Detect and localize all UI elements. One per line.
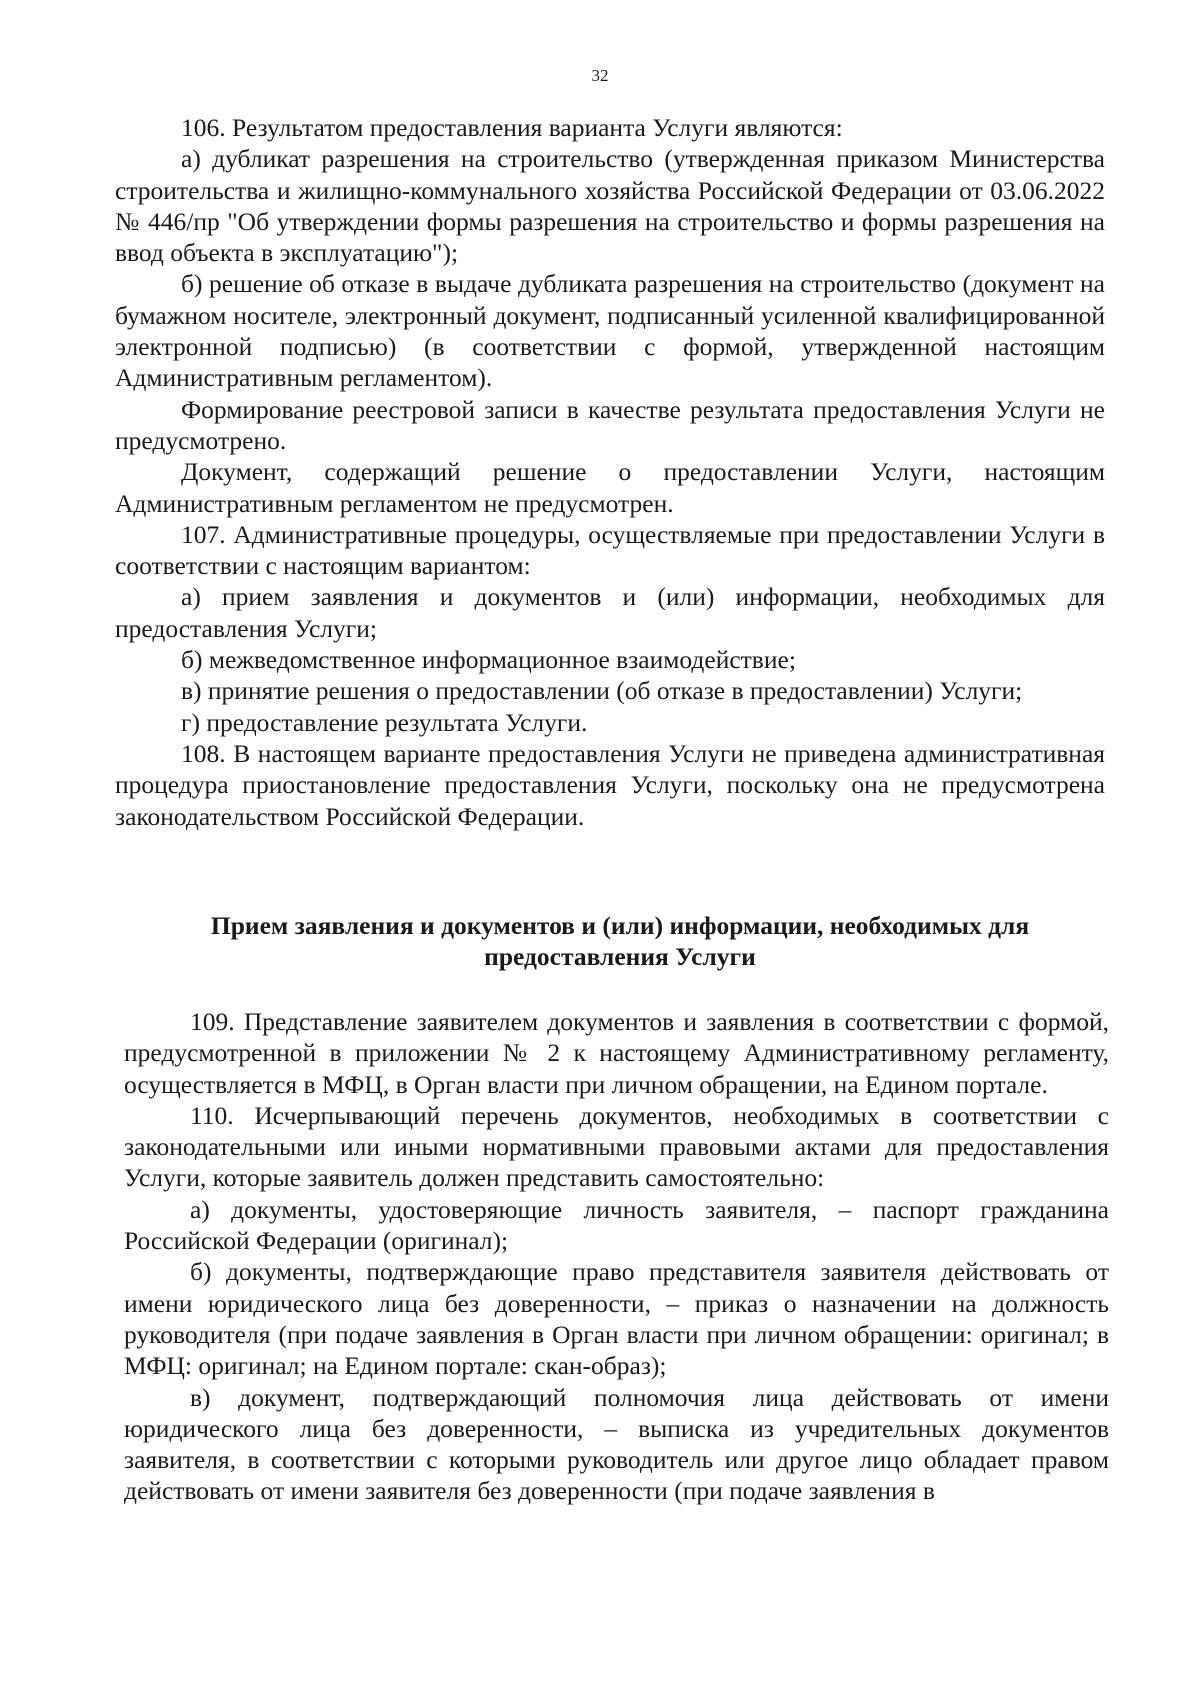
section-heading-line-1: Прием заявления и документов и (или) информации, необходимых для [210,911,1030,940]
paragraph-108: 108. В настоящем варианте предоставления Услуги не приведена административная процедура приостановление предоставления Услуги, поскольку она не предусмотрена законодательством Российской Федерации. [115,738,1105,831]
paragraph-107-b: б) межведомственное информационное взаимодействие; [181,645,796,675]
paragraph-107-d: г) предоставление результата Услуги. [181,707,588,737]
paragraph-107: 107. Административные процедуры, осуществляемые при предоставлении Услуги в соответствии с настоящим вариантом: [115,519,1105,581]
text-block-top [115,112,1105,832]
paragraph-109: 109. Представление заявителем документов и заявления в соответствии с формой, предусмотренной в приложении № 2 к настоящему Административному регламенту, осуществляется в МФЦ, в Орган власти при личном обращении, на Едином портале. [124,1007,1109,1099]
paragraph-110-b: б) документы, подтверждающие право представителя заявителя действовать от имени юридического лица без доверенности, – приказ о назначении на должность руководителя (при подаче заявления в Орган власти при личном обращении: оригинал; в МФЦ: оригинал; на Едином портале: скан-образ); [124,1257,1109,1381]
section-heading-line-2: предоставления Услуги [484,942,756,971]
text-block-bottom [124,1006,1109,1507]
section-heading [160,910,1080,972]
paragraph-110: 110. Исчерпывающий перечень документов, необходимых в соответствии с законодательными или иными нормативными правовыми актами для предоставления Услуги, которые заявитель должен представить самостоятельно: [124,1100,1109,1193]
paragraph-110-a: а) документы, удостоверяющие личность заявителя, – паспорт гражданина Российской Федерации (оригинал); [124,1194,1109,1256]
paragraph-110-c: в) документ, подтверждающий полномочия лица действовать от имени юридического лица без доверенности, – выписка из учредительных документов заявителя, в соответствии с которыми руководитель или другое лицо обладает правом действовать от имени заявителя без доверенности (при подаче заявления в [124,1382,1109,1506]
paragraph-106: 106. Результатом предоставления варианта Услуги являются: [181,113,843,142]
paragraph-107-a: а) прием заявления и документов и (или) информации, необходимых для предоставления Услуги; [115,582,1105,643]
paragraph-registry-record: Формирование реестровой записи в качестве результата предоставления Услуги не предусмотрено. [115,394,1105,455]
paragraph-decision-document: Документ, содержащий решение о предоставлении Услуги, настоящим Административным регламентом не предусмотрен. [115,457,1105,518]
paragraph-107-c: в) принятие решения о предоставлении (об отказе в предоставлении) Услуги; [181,676,1023,706]
page-number: 32 [591,66,609,85]
paragraph-106-a: а) дубликат разрешения на строительство (утвержденная приказом Министерства строительства и жилищно-коммунального хозяйства Российской Федерации от 03.06.2022 № 446/пр "Об утверждении формы разрешения на строительство и формы разрешения на ввод объекта в эксплуатацию"); [115,144,1105,268]
paragraph-106-b: б) решение об отказе в выдаче дубликата разрешения на строительство (документ на бумажном носителе, электронный документ, подписанный усиленной квалифицированной электронной подписью) (в соответствии с формой, утвержденной настоящим Административным регламентом). [115,269,1105,393]
